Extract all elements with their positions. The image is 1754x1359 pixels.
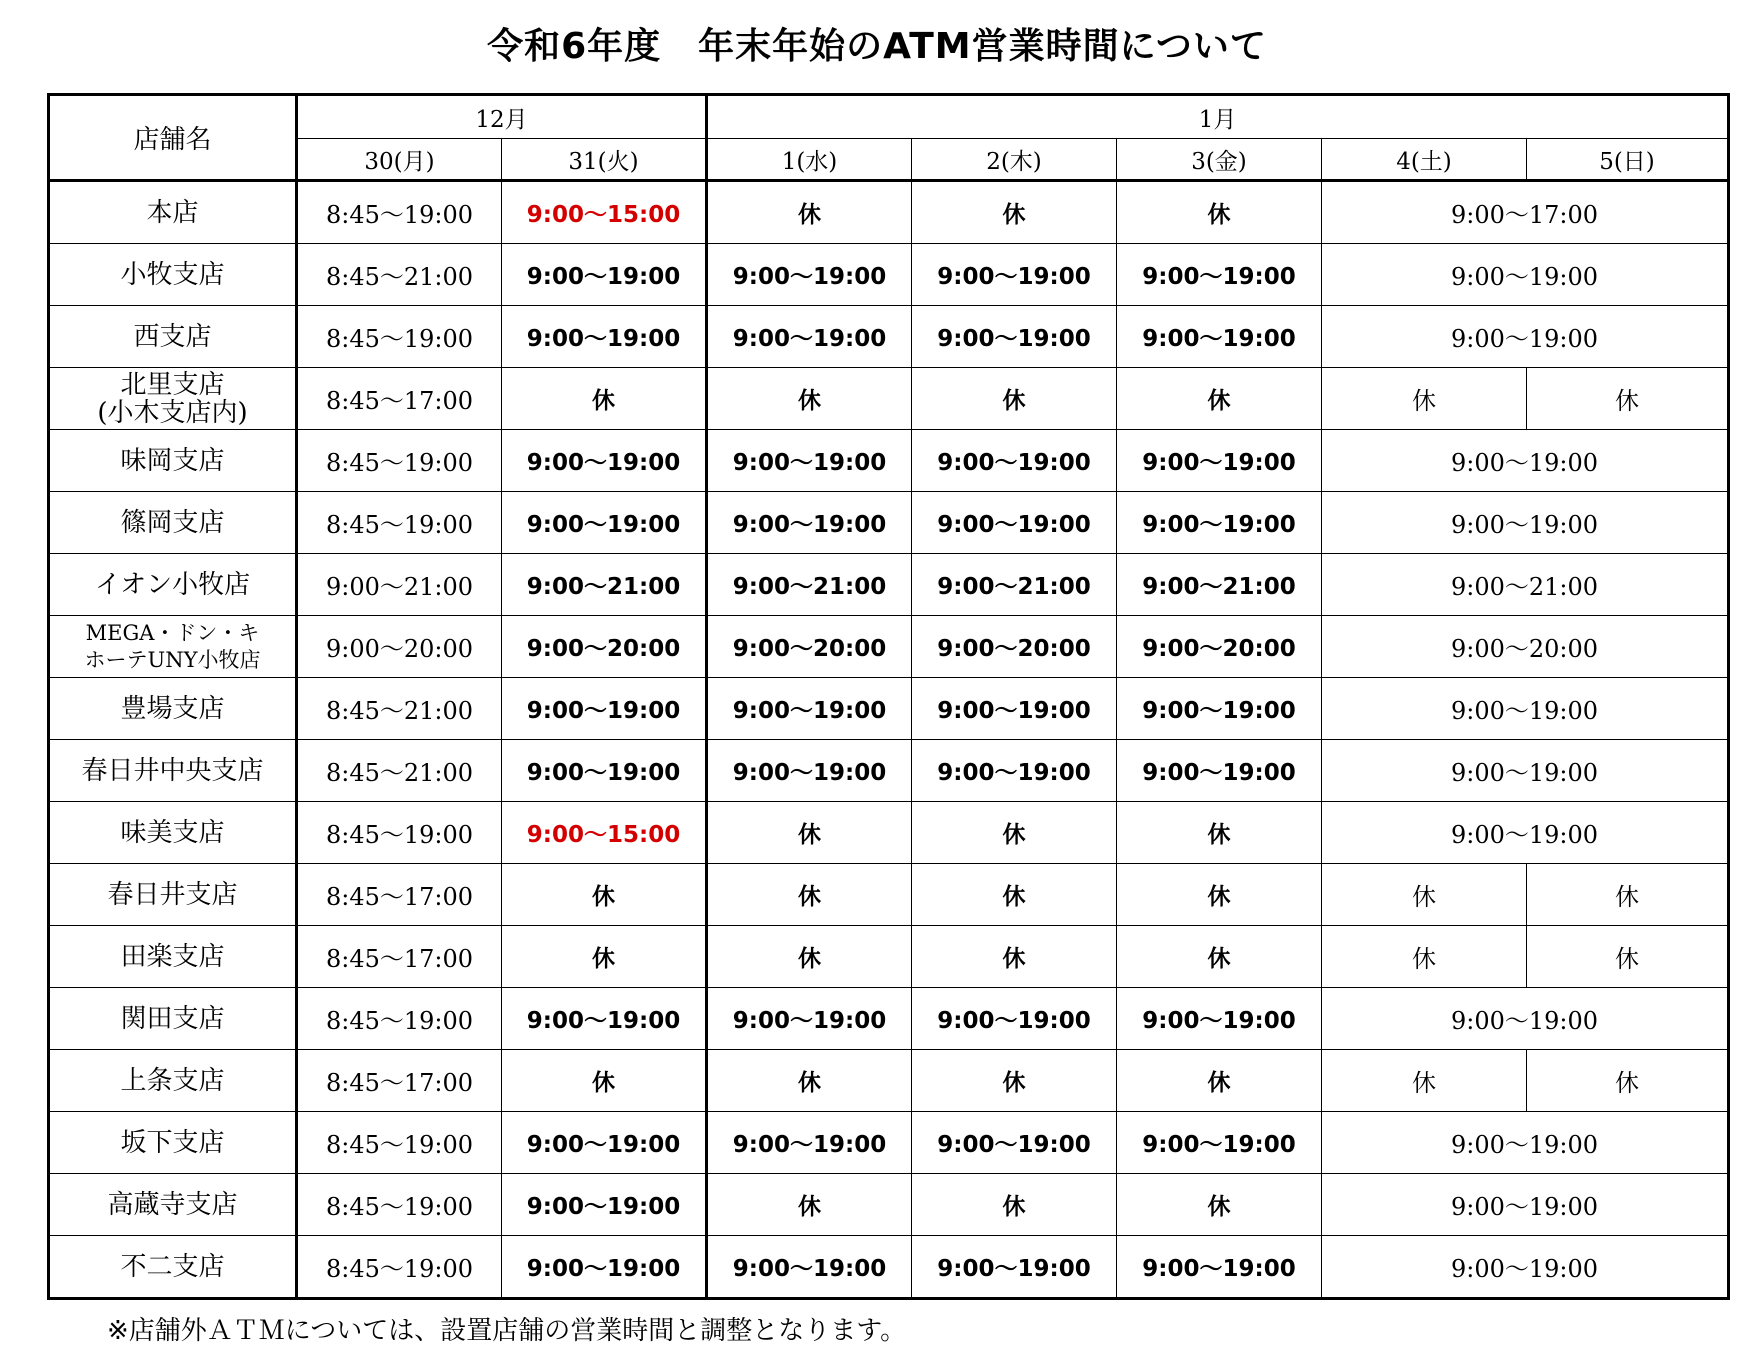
hours-cell-dec30: 9:00～21:00 bbox=[297, 554, 502, 616]
hours-cell-jan2: 休 bbox=[912, 802, 1117, 864]
hours-cell-jan1: 休 bbox=[707, 181, 912, 244]
store-name-cell bbox=[49, 1174, 297, 1236]
hours-cell-jan5: 休 bbox=[1527, 368, 1729, 430]
hours-cell-dec31: 9:00～20:00 bbox=[502, 616, 707, 678]
hours-cell-jan4-5: 9:00～19:00 bbox=[1322, 678, 1729, 740]
hours-cell-jan3: 9:00～19:00 bbox=[1117, 244, 1322, 306]
hours-cell-jan2: 9:00～19:00 bbox=[912, 492, 1117, 554]
hours-cell-dec30: 8:45～19:00 bbox=[297, 1236, 502, 1299]
hours-cell-dec30: 8:45～19:00 bbox=[297, 1112, 502, 1174]
hours-cell-jan1: 休 bbox=[707, 1174, 912, 1236]
page-title: 令和6年度 年末年始のATM営業時間について bbox=[487, 26, 1267, 67]
table-row bbox=[49, 430, 1729, 492]
store-name-line: 春日井支店 bbox=[107, 879, 238, 910]
month-header-row bbox=[49, 95, 1729, 139]
hours-cell-jan4-5: 9:00～19:00 bbox=[1322, 1112, 1729, 1174]
table-row bbox=[49, 678, 1729, 740]
hours-cell-jan5: 休 bbox=[1527, 1050, 1729, 1112]
store-name-line: MEGA・ドン・キ bbox=[85, 620, 260, 645]
hours-cell-jan1: 9:00～19:00 bbox=[707, 430, 912, 492]
table-row bbox=[49, 181, 1729, 244]
hours-cell-dec30: 8:45～17:00 bbox=[297, 1050, 502, 1112]
table-row bbox=[49, 616, 1729, 678]
day-header-row bbox=[49, 139, 1729, 181]
day-header: 1(水) bbox=[707, 139, 912, 181]
day-header: 3(金) bbox=[1117, 139, 1322, 181]
store-name-line: 西支店 bbox=[133, 321, 212, 352]
hours-cell-dec30: 8:45～19:00 bbox=[297, 306, 502, 368]
table-row bbox=[49, 306, 1729, 368]
hours-cell-jan4-5: 9:00～21:00 bbox=[1322, 554, 1729, 616]
hours-cell-jan3: 休 bbox=[1117, 1050, 1322, 1112]
store-name-cell bbox=[49, 554, 297, 616]
hours-cell-jan4: 休 bbox=[1322, 864, 1527, 926]
hours-cell-dec30: 8:45～21:00 bbox=[297, 678, 502, 740]
store-name-cell bbox=[49, 306, 297, 368]
store-name-cell bbox=[49, 1050, 297, 1112]
store-name-cell bbox=[49, 181, 297, 244]
hours-cell-dec30: 8:45～17:00 bbox=[297, 864, 502, 926]
hours-cell-jan2: 休 bbox=[912, 1174, 1117, 1236]
hours-cell-jan2: 9:00～19:00 bbox=[912, 1112, 1117, 1174]
table-row bbox=[49, 926, 1729, 988]
hours-cell-jan3: 9:00～19:00 bbox=[1117, 430, 1322, 492]
hours-cell-jan2: 休 bbox=[912, 181, 1117, 244]
store-name-line: ホーテUNY小牧店 bbox=[84, 647, 261, 672]
table-row bbox=[49, 1112, 1729, 1174]
hours-cell-jan1: 9:00～21:00 bbox=[707, 554, 912, 616]
hours-cell-jan1: 休 bbox=[707, 1050, 912, 1112]
hours-cell-jan3: 休 bbox=[1117, 864, 1322, 926]
store-name-line: 本店 bbox=[146, 197, 199, 228]
hours-cell-jan2: 9:00～19:00 bbox=[912, 740, 1117, 802]
hours-cell-jan4-5: 9:00～19:00 bbox=[1322, 1174, 1729, 1236]
store-name-line: 小牧支店 bbox=[120, 259, 225, 290]
store-name-cell bbox=[49, 740, 297, 802]
hours-cell-dec31: 9:00～19:00 bbox=[502, 740, 707, 802]
store-name-line: 上条支店 bbox=[120, 1065, 225, 1096]
month-january-header: 1月 bbox=[707, 95, 1729, 139]
store-name-line: 篠岡支店 bbox=[120, 507, 225, 538]
hours-cell-jan2: 9:00～19:00 bbox=[912, 430, 1117, 492]
hours-cell-jan2: 休 bbox=[912, 864, 1117, 926]
day-header: 31(火) bbox=[502, 139, 707, 181]
store-name-cell bbox=[49, 988, 297, 1050]
hours-cell-dec31: 9:00～19:00 bbox=[502, 244, 707, 306]
hours-cell-dec30: 8:45～19:00 bbox=[297, 492, 502, 554]
hours-cell-jan1: 9:00～19:00 bbox=[707, 1236, 912, 1299]
store-name-cell bbox=[49, 368, 297, 430]
hours-cell-jan2: 9:00～20:00 bbox=[912, 616, 1117, 678]
hours-cell-jan3: 休 bbox=[1117, 368, 1322, 430]
table-row bbox=[49, 740, 1729, 802]
hours-cell-jan4: 休 bbox=[1322, 926, 1527, 988]
hours-cell-jan4-5: 9:00～19:00 bbox=[1322, 492, 1729, 554]
hours-cell-jan1: 9:00～19:00 bbox=[707, 306, 912, 368]
hours-cell-jan1: 9:00～20:00 bbox=[707, 616, 912, 678]
table-row bbox=[49, 864, 1729, 926]
hours-cell-dec31: 9:00～19:00 bbox=[502, 988, 707, 1050]
hours-cell-jan3: 休 bbox=[1117, 181, 1322, 244]
day-header: 30(月) bbox=[297, 139, 502, 181]
atm-hours-table bbox=[47, 93, 1730, 1300]
store-name-cell bbox=[49, 926, 297, 988]
hours-cell-dec30: 8:45～21:00 bbox=[297, 244, 502, 306]
hours-cell-jan1: 9:00～19:00 bbox=[707, 1112, 912, 1174]
hours-cell-jan4-5: 9:00～19:00 bbox=[1322, 244, 1729, 306]
store-name-line: イオン小牧店 bbox=[94, 569, 251, 600]
hours-cell-dec31: 9:00～19:00 bbox=[502, 1174, 707, 1236]
hours-cell-jan3: 9:00～19:00 bbox=[1117, 1112, 1322, 1174]
hours-cell-dec31: 9:00～21:00 bbox=[502, 554, 707, 616]
hours-cell-jan1: 休 bbox=[707, 368, 912, 430]
store-name-header: 店舗名 bbox=[49, 95, 297, 181]
hours-cell-dec30: 8:45～21:00 bbox=[297, 740, 502, 802]
store-name-line: 高蔵寺支店 bbox=[107, 1189, 238, 1220]
hours-cell-jan4-5: 9:00～19:00 bbox=[1322, 306, 1729, 368]
hours-cell-jan1: 9:00～19:00 bbox=[707, 988, 912, 1050]
store-name-line: 味美支店 bbox=[120, 817, 225, 848]
store-name-line: 田楽支店 bbox=[120, 941, 225, 972]
hours-cell-dec30: 8:45～19:00 bbox=[297, 181, 502, 244]
hours-cell-dec31: 9:00～19:00 bbox=[502, 492, 707, 554]
hours-cell-dec31: 9:00～19:00 bbox=[502, 306, 707, 368]
hours-cell-dec30: 8:45～19:00 bbox=[297, 802, 502, 864]
hours-cell-jan5: 休 bbox=[1527, 864, 1729, 926]
table-row bbox=[49, 802, 1729, 864]
hours-cell-jan1: 休 bbox=[707, 926, 912, 988]
hours-cell-jan1: 9:00～19:00 bbox=[707, 740, 912, 802]
store-name-line: 関田支店 bbox=[120, 1003, 225, 1034]
table-row bbox=[49, 988, 1729, 1050]
hours-cell-jan4-5: 9:00～19:00 bbox=[1322, 430, 1729, 492]
store-name-line: 豊場支店 bbox=[120, 693, 225, 724]
hours-cell-jan5: 休 bbox=[1527, 926, 1729, 988]
hours-cell-dec31: 9:00～19:00 bbox=[502, 430, 707, 492]
hours-cell-dec31: 9:00～15:00 bbox=[502, 181, 707, 244]
hours-cell-jan3: 9:00～19:00 bbox=[1117, 678, 1322, 740]
hours-cell-jan4: 休 bbox=[1322, 1050, 1527, 1112]
hours-cell-jan2: 9:00～19:00 bbox=[912, 306, 1117, 368]
month-december-header: 12月 bbox=[297, 95, 707, 139]
hours-cell-jan3: 9:00～19:00 bbox=[1117, 1236, 1322, 1299]
hours-cell-jan4-5: 9:00～19:00 bbox=[1322, 988, 1729, 1050]
hours-cell-jan4-5: 9:00～19:00 bbox=[1322, 802, 1729, 864]
hours-cell-jan2: 9:00～21:00 bbox=[912, 554, 1117, 616]
store-name-cell bbox=[49, 678, 297, 740]
hours-cell-jan3: 休 bbox=[1117, 802, 1322, 864]
hours-cell-dec30: 8:45～19:00 bbox=[297, 430, 502, 492]
hours-cell-dec30: 9:00～20:00 bbox=[297, 616, 502, 678]
store-name-line: 坂下支店 bbox=[120, 1127, 225, 1158]
hours-cell-jan3: 9:00～19:00 bbox=[1117, 740, 1322, 802]
hours-cell-jan3: 休 bbox=[1117, 1174, 1322, 1236]
store-name-cell bbox=[49, 802, 297, 864]
day-header: 5(日) bbox=[1527, 139, 1729, 181]
day-header: 4(土) bbox=[1322, 139, 1527, 181]
hours-cell-jan4-5: 9:00～19:00 bbox=[1322, 740, 1729, 802]
hours-cell-dec31: 9:00～15:00 bbox=[502, 802, 707, 864]
hours-cell-dec31: 休 bbox=[502, 1050, 707, 1112]
hours-cell-jan2: 9:00～19:00 bbox=[912, 678, 1117, 740]
day-header: 2(木) bbox=[912, 139, 1117, 181]
hours-cell-jan4-5: 9:00～17:00 bbox=[1322, 181, 1729, 244]
hours-cell-jan2: 休 bbox=[912, 1050, 1117, 1112]
hours-cell-jan1: 9:00～19:00 bbox=[707, 244, 912, 306]
hours-cell-jan2: 9:00～19:00 bbox=[912, 988, 1117, 1050]
hours-cell-jan3: 9:00～20:00 bbox=[1117, 616, 1322, 678]
store-name-cell bbox=[49, 492, 297, 554]
hours-cell-dec31: 休 bbox=[502, 864, 707, 926]
table-row bbox=[49, 554, 1729, 616]
hours-cell-dec30: 8:45～17:00 bbox=[297, 368, 502, 430]
table-row bbox=[49, 368, 1729, 430]
store-name-line: 不二支店 bbox=[120, 1251, 225, 1282]
hours-cell-dec31: 9:00～19:00 bbox=[502, 1236, 707, 1299]
table-row bbox=[49, 1236, 1729, 1299]
hours-cell-jan2: 休 bbox=[912, 926, 1117, 988]
table-row bbox=[49, 1174, 1729, 1236]
store-name-line: 北里支店 bbox=[120, 369, 225, 400]
footnote: ※店舗外ＡＴＭについては、設置店舗の営業時間と調整となります。 bbox=[107, 1316, 907, 1346]
store-name-cell bbox=[49, 244, 297, 306]
store-name-cell bbox=[49, 864, 297, 926]
hours-cell-jan3: 9:00～21:00 bbox=[1117, 554, 1322, 616]
store-name-line: (小木支店内) bbox=[97, 397, 248, 428]
hours-cell-jan1: 9:00～19:00 bbox=[707, 492, 912, 554]
store-name-cell bbox=[49, 1112, 297, 1174]
hours-cell-jan3: 9:00～19:00 bbox=[1117, 492, 1322, 554]
hours-cell-dec31: 休 bbox=[502, 926, 707, 988]
hours-cell-dec31: 9:00～19:00 bbox=[502, 678, 707, 740]
store-name-line: 味岡支店 bbox=[120, 445, 225, 476]
hours-cell-dec31: 休 bbox=[502, 368, 707, 430]
hours-cell-dec30: 8:45～19:00 bbox=[297, 1174, 502, 1236]
table-row bbox=[49, 492, 1729, 554]
hours-cell-jan4-5: 9:00～19:00 bbox=[1322, 1236, 1729, 1299]
store-name-cell bbox=[49, 430, 297, 492]
hours-cell-jan3: 休 bbox=[1117, 926, 1322, 988]
hours-cell-jan2: 休 bbox=[912, 368, 1117, 430]
hours-cell-jan4-5: 9:00～20:00 bbox=[1322, 616, 1729, 678]
hours-cell-jan2: 9:00～19:00 bbox=[912, 244, 1117, 306]
hours-cell-jan1: 9:00～19:00 bbox=[707, 678, 912, 740]
table-row bbox=[49, 244, 1729, 306]
hours-cell-jan2: 9:00～19:00 bbox=[912, 1236, 1117, 1299]
hours-cell-jan4: 休 bbox=[1322, 368, 1527, 430]
hours-cell-dec30: 8:45～17:00 bbox=[297, 926, 502, 988]
hours-cell-jan3: 9:00～19:00 bbox=[1117, 988, 1322, 1050]
hours-cell-dec30: 8:45～19:00 bbox=[297, 988, 502, 1050]
hours-cell-jan1: 休 bbox=[707, 802, 912, 864]
hours-cell-jan3: 9:00～19:00 bbox=[1117, 306, 1322, 368]
table-row bbox=[49, 1050, 1729, 1112]
hours-cell-dec31: 9:00～19:00 bbox=[502, 1112, 707, 1174]
hours-cell-jan1: 休 bbox=[707, 864, 912, 926]
store-name-cell bbox=[49, 616, 297, 678]
store-name-line: 春日井中央支店 bbox=[81, 755, 264, 786]
store-name-cell bbox=[49, 1236, 297, 1299]
